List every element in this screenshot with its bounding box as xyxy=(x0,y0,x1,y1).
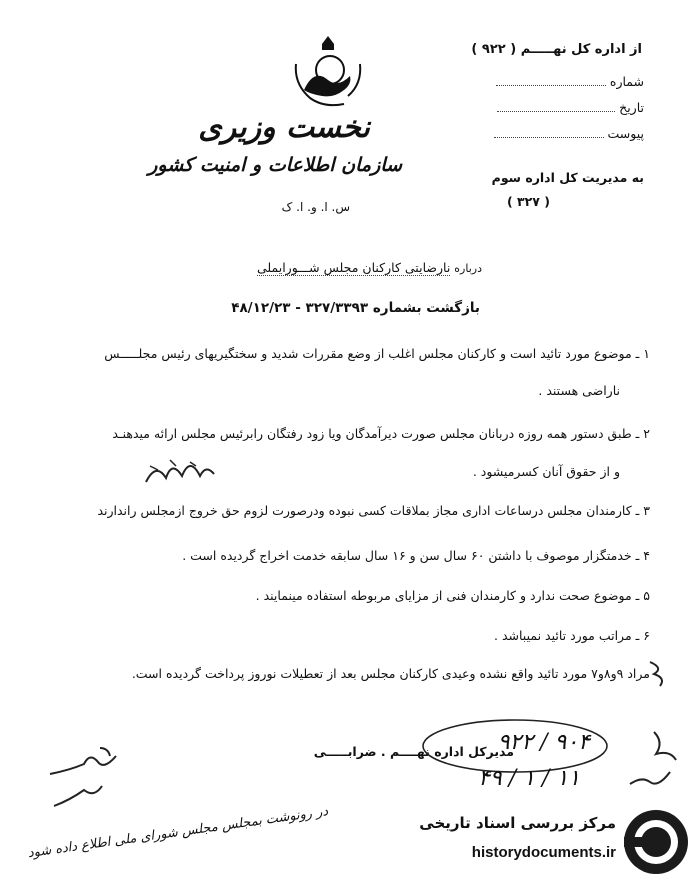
date-field xyxy=(497,100,644,115)
letterhead-org: سازمان اطلاعات و امنیت کشور xyxy=(148,154,402,176)
number-label: شماره xyxy=(609,74,644,89)
letterhead-code: س. ا. و. ا. ک xyxy=(281,200,350,214)
lion-and-sun-emblem xyxy=(292,34,364,108)
office-line: از اداره کل نهـــــم ( ۹۲۲ ) xyxy=(471,42,642,57)
handwritten-scribble xyxy=(140,452,220,502)
paragraph-3 xyxy=(97,503,650,518)
paragraph-2 xyxy=(112,426,650,441)
subject-text: نارضایتی کارکنان مجلس شـــورایملی xyxy=(256,260,451,275)
paragraph-1-cont: ناراضی هستند . xyxy=(538,383,620,398)
paragraph-text: ـ خدمتگزار موصوف با داشتن ۶۰ سال سن و ۱۶ سال سابقه خدمت اخراج گردیده است . xyxy=(182,548,640,563)
recipient-code: ( ۳۲۷ ) xyxy=(506,194,550,209)
paragraph-number: ۵ xyxy=(643,588,650,603)
paragraph-number: ۶ xyxy=(643,628,650,643)
signature-scribble-right xyxy=(614,722,684,806)
paragraph-1 xyxy=(104,346,650,361)
subject-label: درباره xyxy=(454,262,482,275)
date-label: تاریخ xyxy=(619,100,644,115)
paragraph-text: ـ طبق دستور همه روزه دربانان مجلس صورت دیرآمدگان ویا زود رفتگان رابرئیس مجلس ارائه میدهنـد xyxy=(112,426,640,441)
signature-title: مدیرکل اداره نهــــم . ضرابـــــی xyxy=(313,744,514,759)
handwritten-date: ۴۹ / ۱ / ۱۱ xyxy=(478,766,580,791)
recipient-line: به مدیریت کل اداره سوم xyxy=(491,170,644,185)
attachment-field xyxy=(494,126,644,141)
number-field xyxy=(496,74,644,89)
subject-line xyxy=(257,260,482,275)
paragraph-2-cont: و از حقوق آنان کسرمیشود . xyxy=(472,464,620,479)
paragraph-number: ۲ xyxy=(643,426,650,441)
paragraph-number: ۳ xyxy=(643,503,650,518)
handwritten-note: در رونوشت بمجلس مجلس شورای ملی اطلاع داده شود xyxy=(26,804,330,862)
paragraph-5 xyxy=(256,588,650,603)
watermark-url: historydocuments.ir xyxy=(471,844,616,861)
signature-scribble-left xyxy=(40,738,130,822)
watermark-title: مرکز بررسی اسناد تاریخی xyxy=(419,814,616,832)
watermark-logo-icon xyxy=(624,810,688,874)
handwritten-numbers: ۹۲۲ / ۹۰۴ xyxy=(497,730,590,755)
attachment-label: پیوست xyxy=(607,126,644,141)
paragraph-number: ۱ xyxy=(643,346,650,361)
closing-line: مراد ۹و۸و۷ مورد تائید واقع نشده وعیدی کارکنان مجلس بعد از تعطیلات نوروز پرداخت گردیده است. xyxy=(131,666,650,681)
paragraph-text: ـ موضوع مورد تائید است و کارکنان مجلس اغلب از وضع مقررات شدید و سختگیریهای رئیس مجلـــــس xyxy=(104,346,640,361)
paragraph-number: ۴ xyxy=(643,548,650,563)
paragraph-text: ـ کارمندان مجلس درساعات اداری مجاز بملاقات کسی نبوده ودرصورت لزوم حق خروج ازمجلس راندارند xyxy=(97,503,640,518)
watermark xyxy=(402,810,692,880)
letterhead-title: نخست وزیری xyxy=(198,110,370,145)
paragraph-4 xyxy=(182,548,650,563)
paragraph-text: ـ مراتب مورد تائید نمیباشد . xyxy=(494,628,640,643)
paragraph-text: ـ موضوع صحت ندارد و کارمندان فنی از مزایای مربوطه استفاده مینمایند . xyxy=(255,588,640,603)
reference-line: بازگشت بشماره ۳۲۷/۳۳۹۳ - ۴۸/۱۲/۲۳ xyxy=(231,300,480,316)
paragraph-6 xyxy=(494,628,650,643)
